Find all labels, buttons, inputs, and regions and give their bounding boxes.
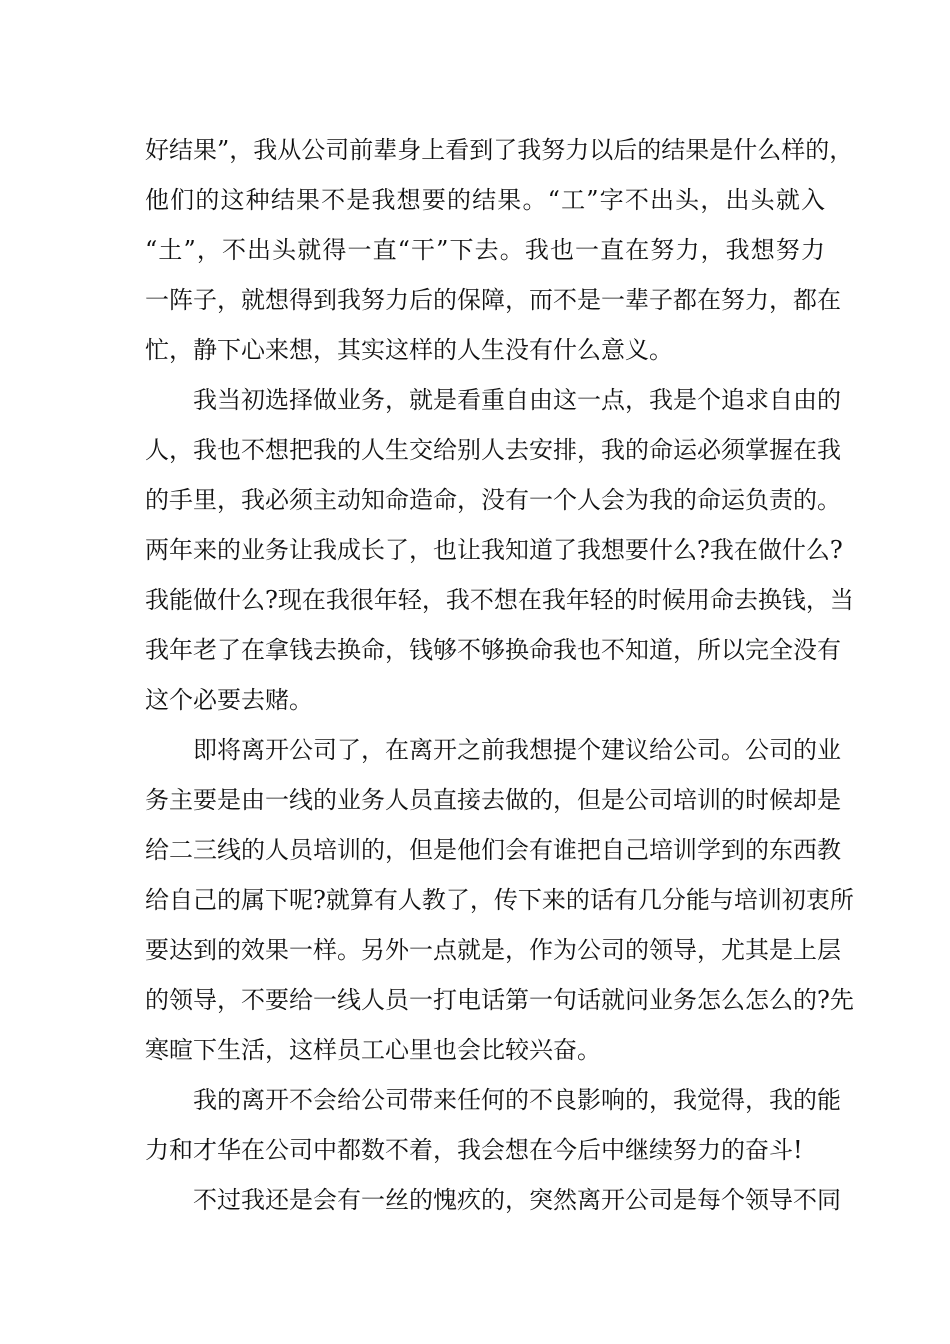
text-line: “土”，不出头就得一直“干”下去。我也一直在努力，我想努力: [145, 236, 825, 264]
text-line: 忙，静下心来想，其实这样的人生没有什么意义。: [145, 336, 673, 364]
text-line: 他们的这种结果不是我想要的结果。“工”字不出头，出头就入: [145, 186, 825, 214]
text-line: 寒暄下生活，这样员工心里也会比较兴奋。: [145, 1036, 601, 1064]
text-line: 我当初选择做业务，就是看重自由这一点，我是个追求自由的: [145, 386, 841, 414]
text-line: 的领导，不要给一线人员一打电话第一句话就问业务怎么怎么的?先: [145, 986, 854, 1014]
text-line: 要达到的效果一样。另外一点就是，作为公司的领导，尤其是上层: [145, 936, 841, 964]
text-line: 力和才华在公司中都数不着，我会想在今后中继续努力的奋斗!: [145, 1136, 803, 1164]
text-line: 的手里，我必须主动知命造命，没有一个人会为我的命运负责的。: [145, 486, 841, 514]
text-line: 我年老了在拿钱去换命，钱够不够换命我也不知道，所以完全没有: [145, 636, 841, 664]
text-line: 给二三线的人员培训的，但是他们会有谁把自己培训学到的东西教: [145, 836, 841, 864]
text-line: 不过我还是会有一丝的愧疚的，突然离开公司是每个领导不同: [145, 1186, 841, 1214]
text-line: 两年来的业务让我成长了，也让我知道了我想要什么?我在做什么?: [145, 536, 843, 564]
text-line: 我的离开不会给公司带来任何的不良影响的，我觉得，我的能: [145, 1086, 841, 1114]
text-line: 即将离开公司了，在离开之前我想提个建议给公司。公司的业: [145, 736, 841, 764]
text-line: 人，我也不想把我的人生交给别人去安排，我的命运必须掌握在我: [145, 436, 841, 464]
text-line: 好结果”，我从公司前辈身上看到了我努力以后的结果是什么样的，: [145, 136, 854, 164]
text-line: 这个必要去赌。: [145, 686, 313, 714]
body-text: [145, 125, 854, 1225]
text-line: 我能做什么?现在我很年轻，我不想在我年轻的时候用命去换钱，当: [145, 586, 854, 614]
text-line: 务主要是由一线的业务人员直接去做的，但是公司培训的时候却是: [145, 786, 841, 814]
text-line: 给自己的属下呢?就算有人教了，传下来的话有几分能与培训初衷所: [145, 886, 854, 914]
text-line: 一阵子，就想得到我努力后的保障，而不是一辈子都在努力，都在: [145, 286, 841, 314]
